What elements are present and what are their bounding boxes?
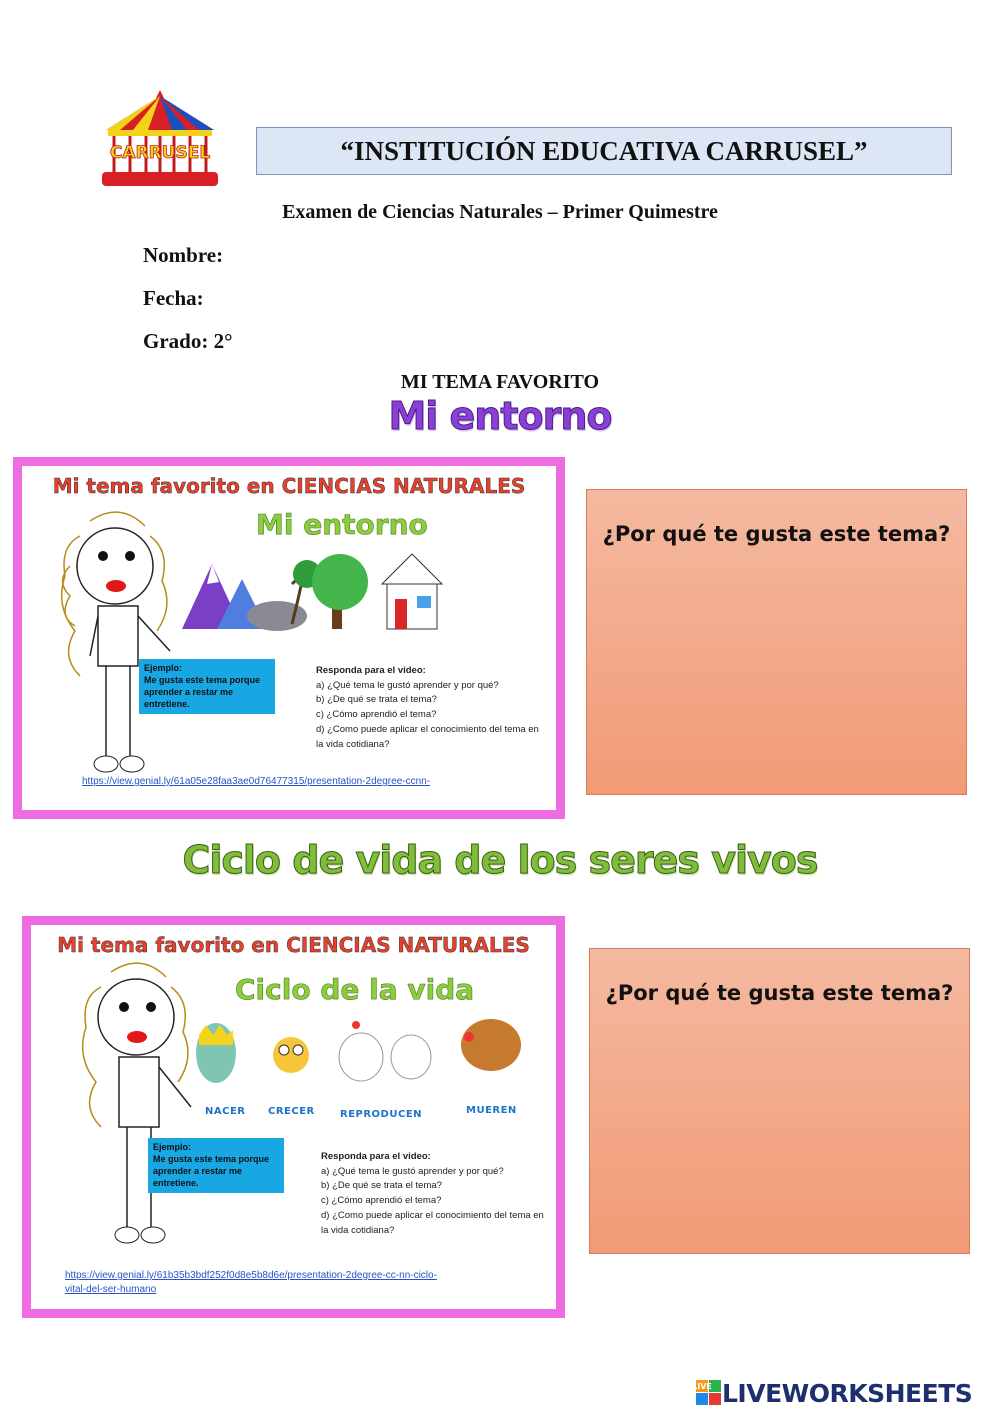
liveworksheets-icon xyxy=(692,1380,722,1406)
question-item: b) ¿De qué se trata el tema? xyxy=(321,1180,442,1192)
carrusel-logo xyxy=(98,88,222,190)
video-link[interactable]: https://view.genial.ly/61a05e28faa3ae0d76477315/presentation-2degree-ccnn- xyxy=(82,776,431,787)
name-label: Nombre: xyxy=(143,243,224,267)
answer-prompt: ¿Por qué te gusta este tema? xyxy=(605,981,954,1005)
answer-box-life-cycle xyxy=(589,948,970,1254)
life-cycle-illustration xyxy=(191,995,521,1105)
question-item: b) ¿De qué se trata el tema? xyxy=(316,694,437,706)
video-link[interactable]: https://view.genial.ly/61b35b3bdf252f0d8e5b8d6e/presentation-2degree-cc-nn-ciclo-vital-del-ser-humano xyxy=(65,1270,437,1295)
topic-title-environment: Mi entorno xyxy=(388,394,612,438)
question-item: a) ¿Qué tema le gustó aprender y por qué? xyxy=(316,679,499,691)
questions-list: Responda para el video: a) ¿Qué tema le gustó aprender y por qué? b) ¿De qué se trata el tema? c) ¿Cómo aprendió el tema? d) ¿Como puede aplicar el conocimiento del tema en la vida cotidiana? xyxy=(321,1150,551,1238)
question-item: d) ¿Como puede aplicar el conocimiento del tema en la vida cotidiana? xyxy=(316,723,539,750)
liveworksheets-text: LIVEWORKSHEETS xyxy=(722,1378,973,1408)
girl-drawing xyxy=(61,957,211,1267)
environment-illustration xyxy=(177,544,457,639)
stage-label-nacer: NACER xyxy=(205,1106,246,1117)
slide-environment xyxy=(13,457,565,819)
answer-input[interactable] xyxy=(605,568,948,776)
slide-subtitle: Mi entorno xyxy=(256,508,428,541)
example-box: Ejemplo: Me gusta este tema porque aprender a restar me entretiene. xyxy=(139,659,275,714)
slide-header: Mi tema favorito en CIENCIAS NATURALES xyxy=(52,474,526,498)
institution-title: “INSTITUCIÓN EDUCATIVA CARRUSEL” xyxy=(256,127,952,175)
girl-drawing xyxy=(40,506,190,806)
logo-text: CARRUSEL xyxy=(109,143,211,163)
example-box: Ejemplo: Me gusta este tema porque aprender a restar me entretiene. xyxy=(148,1138,284,1193)
stage-label-mueren: MUEREN xyxy=(466,1105,517,1116)
liveworksheets-logo xyxy=(692,1378,996,1408)
stage-label-reproducen: REPRODUCEN xyxy=(340,1109,423,1120)
answer-prompt: ¿Por qué te gusta este tema? xyxy=(602,522,951,546)
questions-list: Responda para el video: a) ¿Qué tema le gustó aprender y por qué? b) ¿De qué se trata el tema? c) ¿Cómo aprendió el tema? d) ¿Como puede aplicar el conocimiento del tema en la vida cotidiana? xyxy=(316,664,546,752)
exam-title: Examen de Ciencias Naturales – Primer Quimestre xyxy=(282,201,718,223)
stage-label-crecer: CRECER xyxy=(268,1106,315,1117)
question-item: a) ¿Qué tema le gustó aprender y por qué? xyxy=(321,1165,504,1177)
svg-text:LIVE: LIVE xyxy=(692,1382,712,1391)
date-label: Fecha: xyxy=(143,286,204,310)
slide-subtitle: Ciclo de la vida xyxy=(235,973,475,1006)
favorite-topic-label: MI TEMA FAVORITO xyxy=(400,371,600,393)
grade-label: Grado: 2° xyxy=(143,329,233,353)
answer-box-environment xyxy=(586,489,967,795)
question-item: c) ¿Cómo aprendió el tema? xyxy=(316,709,437,721)
question-item: c) ¿Cómo aprendió el tema? xyxy=(321,1195,442,1207)
slide-life-cycle xyxy=(22,916,565,1318)
question-item: d) ¿Como puede aplicar el conocimiento del tema en la vida cotidiana? xyxy=(321,1209,544,1236)
slide-header: Mi tema favorito en CIENCIAS NATURALES xyxy=(57,933,530,957)
topic-title-life-cycle: Ciclo de vida de los seres vivos xyxy=(182,838,818,882)
answer-input[interactable] xyxy=(608,1027,951,1235)
